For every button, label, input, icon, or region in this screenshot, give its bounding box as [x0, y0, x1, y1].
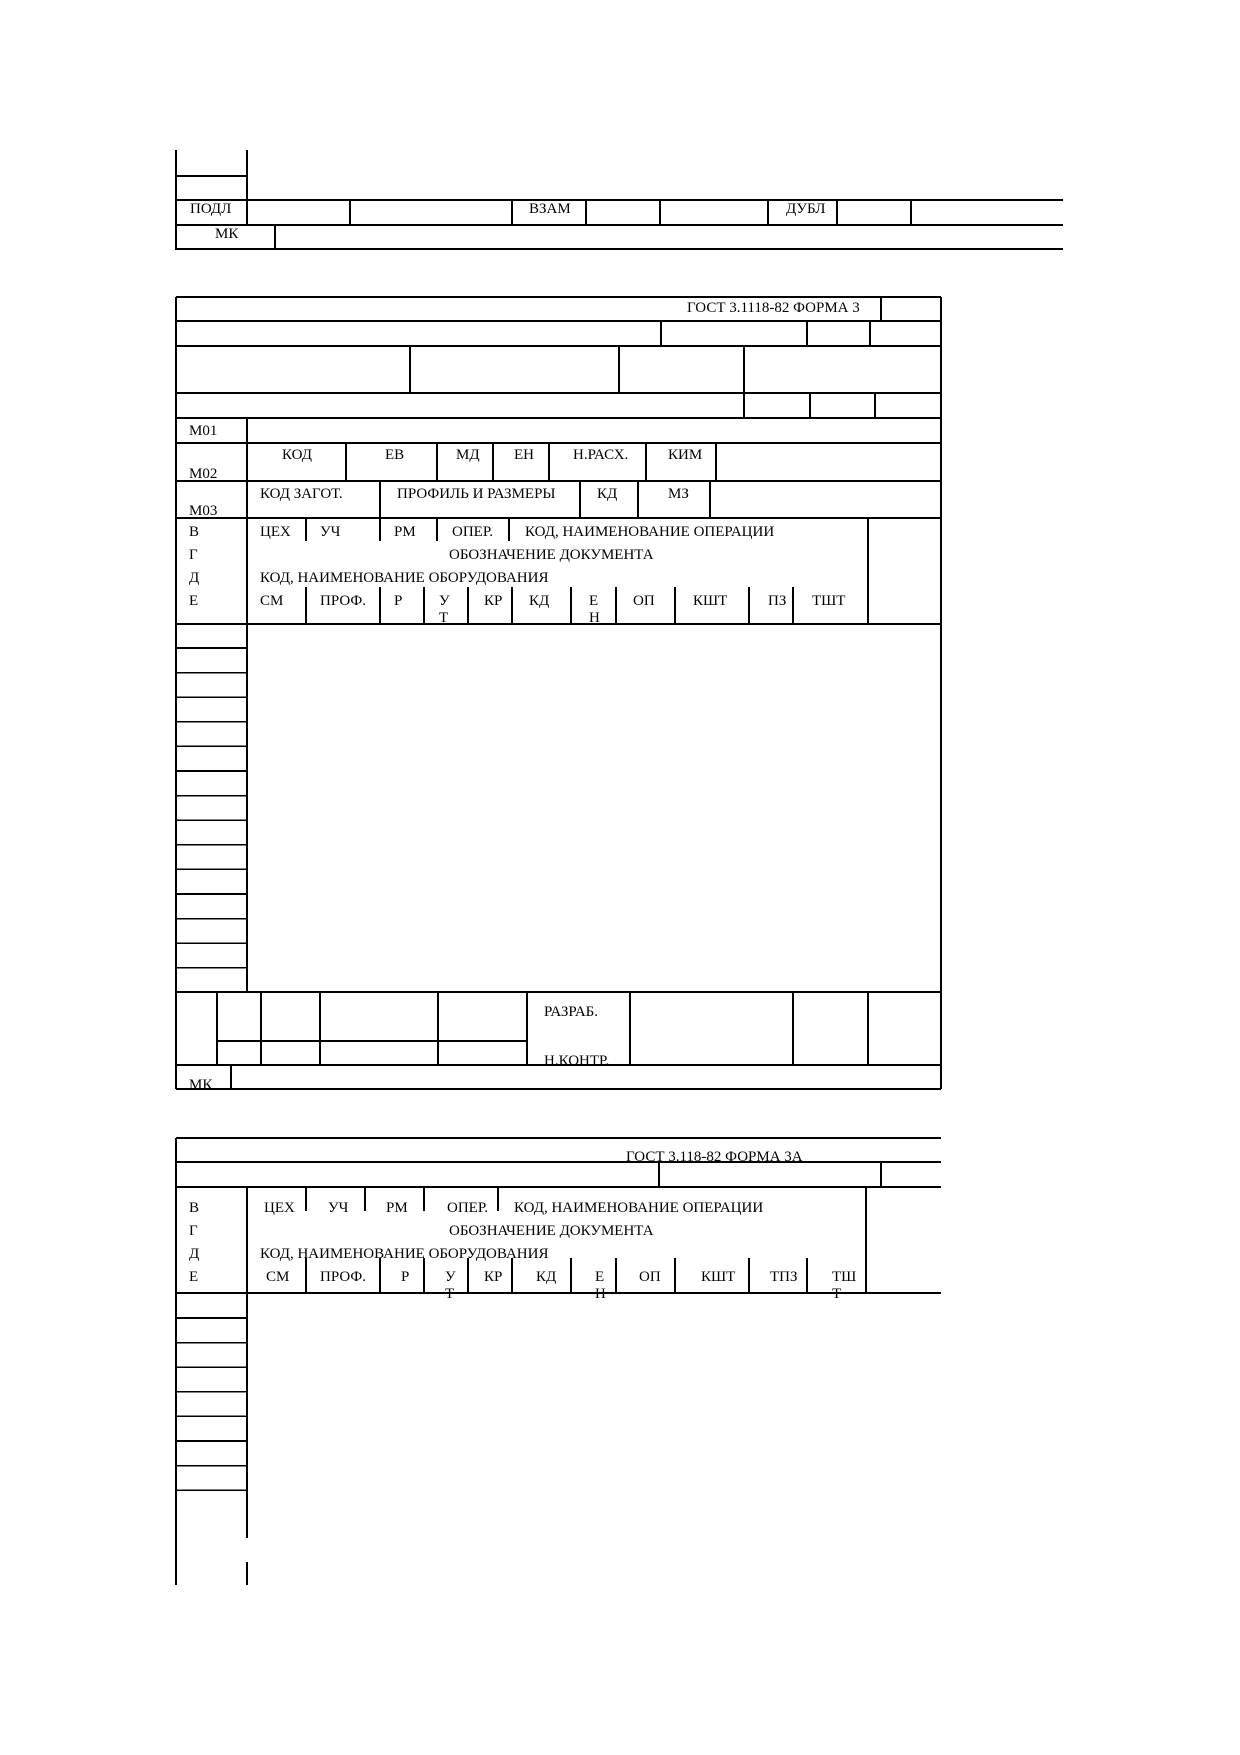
row-d-equipment: КОД, НАИМЕНОВАНИЕ ОБОРУДОВАНИЯ	[260, 570, 549, 586]
m02-col-en: ЕН	[514, 447, 534, 463]
form3a-row-letter-d: Д	[189, 1246, 200, 1262]
m03-label: М03	[189, 503, 218, 519]
row-e-kd: КД	[529, 593, 550, 609]
header-mk-label: МК	[215, 226, 239, 242]
row-v-rm: РМ	[394, 524, 416, 540]
form3-mk-label: МК	[189, 1077, 213, 1093]
row-e-prof: ПРОФ.	[320, 593, 366, 609]
m03-col-kd: КД	[597, 486, 618, 502]
row-v-uch: УЧ	[320, 524, 341, 540]
m02-col-kim: КИМ	[668, 447, 703, 463]
razrab-label: РАЗРАБ.	[544, 1004, 599, 1020]
form3a-row-e-en: Е Н	[595, 1269, 606, 1302]
form3a-row-e-ksht: КШТ	[701, 1269, 736, 1285]
form3a-row-letter-g: Г	[189, 1223, 198, 1239]
form3a-row-e-prof: ПРОФ.	[320, 1269, 366, 1285]
m02-col-kod: КОД	[282, 447, 312, 463]
m02-col-md: МД	[456, 447, 480, 463]
podl-label: ПОДЛ	[190, 201, 232, 217]
form3a-row-e-kr: КР	[484, 1269, 503, 1285]
row-letter-d: Д	[189, 570, 200, 586]
row-v-oper: ОПЕР.	[452, 524, 494, 540]
row-e-tsht: ТШТ	[812, 593, 846, 609]
nkontr-label: Н.КОНТР.	[544, 1053, 610, 1069]
row-letter-v: В	[189, 524, 200, 540]
form3a-row-e-tsht: ТШ Т	[832, 1269, 857, 1302]
m02-col-nrash: Н.РАСХ.	[573, 447, 629, 463]
row-e-kr: КР	[484, 593, 503, 609]
m02-col-ev: ЕВ	[385, 447, 405, 463]
form3a-row-v-rm: РМ	[386, 1200, 408, 1216]
form3a-row-g-document: ОБОЗНАЧЕНИЕ ДОКУМЕНТА	[449, 1223, 654, 1239]
m03-col-kod-zagot: КОД ЗАГОТ.	[260, 486, 343, 502]
dubl-label: ДУБЛ	[786, 201, 826, 217]
form3a-row-e-sm: СМ	[266, 1269, 290, 1285]
form3a-row-e-ut: У Т	[445, 1269, 456, 1302]
row-letter-g: Г	[189, 547, 198, 563]
row-v-tseh: ЦЕХ	[260, 524, 291, 540]
form3a-row-e-op: ОП	[639, 1269, 661, 1285]
m01-label: М01	[189, 423, 218, 439]
row-letter-e: Е	[189, 593, 199, 609]
form3a-row-letter-v: В	[189, 1200, 200, 1216]
form3a-row-letter-e: Е	[189, 1269, 199, 1285]
row-e-en: Е Н	[589, 593, 600, 626]
row-e-op: ОП	[633, 593, 655, 609]
form3a-row-e-kd: КД	[536, 1269, 557, 1285]
form3a-row-v-uch: УЧ	[328, 1200, 349, 1216]
m03-col-profil: ПРОФИЛЬ И РАЗМЕРЫ	[397, 486, 556, 502]
vzam-label: ВЗАМ	[529, 201, 571, 217]
row-g-document: ОБОЗНАЧЕНИЕ ДОКУМЕНТА	[449, 547, 654, 563]
form3a-title: ГОСТ 3.118-82 ФОРМА 3А	[626, 1149, 803, 1165]
row-v-operation-name: КОД, НАИМЕНОВАНИЕ ОПЕРАЦИИ	[525, 524, 775, 540]
form3a-row-e-r: Р	[401, 1269, 410, 1285]
form3a-row-e-tpz: ТПЗ	[770, 1269, 798, 1285]
row-e-ksht: КШТ	[693, 593, 728, 609]
form3a-row-v-oper: ОПЕР.	[447, 1200, 489, 1216]
form3-title: ГОСТ 3.1118-82 ФОРМА 3	[687, 300, 860, 316]
form3a-row-v-tseh: ЦЕХ	[264, 1200, 295, 1216]
m02-label: М02	[189, 466, 218, 482]
row-e-r: Р	[394, 593, 403, 609]
form3a-row-d-equipment: КОД, НАИМЕНОВАНИЕ ОБОРУДОВАНИЯ	[260, 1246, 549, 1262]
row-e-ut: У Т	[439, 593, 450, 626]
m03-col-mz: МЗ	[668, 486, 689, 502]
row-e-sm: СМ	[260, 593, 284, 609]
form3a-row-v-operation-name: КОД, НАИМЕНОВАНИЕ ОПЕРАЦИИ	[514, 1200, 764, 1216]
row-e-pz: ПЗ	[768, 593, 787, 609]
